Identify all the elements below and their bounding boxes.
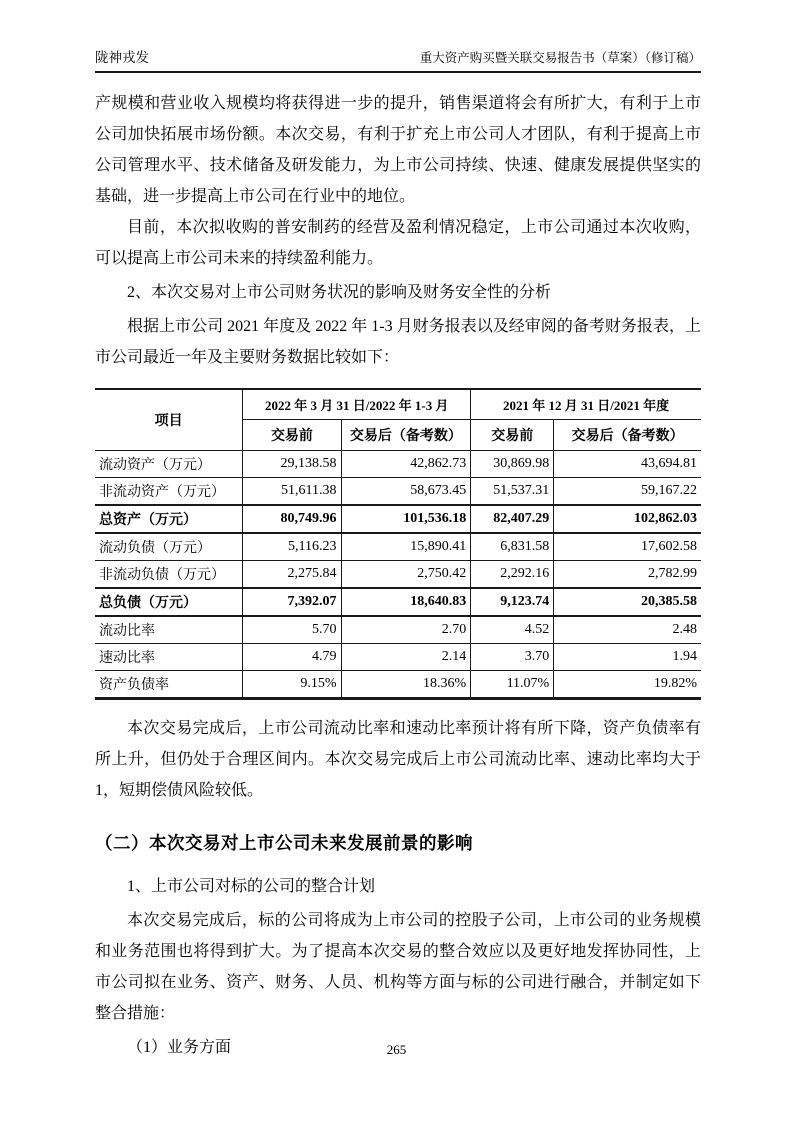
- paragraph-profitability: 目前，本次拟收购的普安制药的经营及盈利情况稳定，上市公司通过本次收购，可以提高上市公司未来的持续盈利能力。: [95, 219, 701, 267]
- table-row: [95, 533, 701, 561]
- row-label: 总负债（万元）: [95, 588, 243, 616]
- table-row: [95, 561, 701, 589]
- cell-value: 9.15%: [243, 671, 341, 699]
- table-row: [95, 451, 701, 478]
- row-label: 流动资产（万元）: [95, 451, 243, 478]
- cell-value: 5,116.23: [243, 533, 341, 561]
- cell-value: 9,123.74: [471, 588, 554, 616]
- column-header-pre-2021: 交易前: [471, 420, 554, 451]
- table-group-header-row: [95, 389, 701, 420]
- cell-value: 11.07%: [471, 671, 554, 699]
- cell-value: 7,392.07: [243, 588, 341, 616]
- cell-value: 51,611.38: [243, 478, 341, 506]
- cell-value: 1.94: [554, 644, 701, 671]
- cell-value: 2,782.99: [554, 561, 701, 589]
- cell-value: 43,694.81: [554, 451, 701, 478]
- cell-value: 5.70: [243, 616, 341, 644]
- cell-value: 15,890.41: [341, 533, 471, 561]
- financial-comparison-table: [95, 388, 701, 700]
- page-content: [95, 88, 701, 1066]
- cell-value: 2.48: [554, 616, 701, 644]
- cell-value: 6,831.58: [471, 533, 554, 561]
- cell-value: 102,862.03: [554, 505, 701, 533]
- row-label: 速动比率: [95, 644, 243, 671]
- column-header-pre-2022: 交易前: [243, 420, 341, 451]
- cell-value: 4.79: [243, 644, 341, 671]
- cell-value: 101,536.18: [341, 505, 471, 533]
- cell-value: 51,537.31: [471, 478, 554, 506]
- cell-value: 80,749.96: [243, 505, 341, 533]
- cell-value: 2,292.16: [471, 561, 554, 589]
- column-group-2022: 2022 年 3 月 31 日/2022 年 1-3 月: [243, 389, 471, 420]
- row-label: 总资产（万元）: [95, 505, 243, 533]
- table-row-total-assets: [95, 505, 701, 533]
- header-report-title: 重大资产购买暨关联交易报告书（草案）（修订稿）: [419, 51, 701, 65]
- table-row: [95, 616, 701, 644]
- cell-value: 19.82%: [554, 671, 701, 699]
- heading-integration-plan: 1、上市公司对标的公司的整合计划: [127, 878, 376, 895]
- row-label: 非流动负债（万元）: [95, 561, 243, 589]
- running-header: [95, 46, 701, 73]
- row-label: 流动负债（万元）: [95, 533, 243, 561]
- table-row-total-liabilities: [95, 588, 701, 616]
- row-label: 资产负债率: [95, 671, 243, 699]
- cell-value: 42,862.73: [341, 451, 471, 478]
- cell-value: 3.70: [471, 644, 554, 671]
- cell-value: 58,673.45: [341, 478, 471, 506]
- table-row: [95, 671, 701, 699]
- column-header-post-2022: 交易后（备考数）: [341, 420, 471, 451]
- paragraph-ratio-analysis: 本次交易完成后，上市公司流动比率和速动比率预计将有所下降，资产负债率有所上升，但仍处于合理区间内。本次交易完成后上市公司流动比率、速动比率均大于 1，短期偿债风险较低。: [95, 720, 701, 799]
- cell-value: 2.14: [341, 644, 471, 671]
- header-company-name: 陇神戎发: [95, 50, 149, 65]
- cell-value: 29,138.58: [243, 451, 341, 478]
- page-number: 265: [386, 1042, 407, 1057]
- cell-value: 17,602.58: [554, 533, 701, 561]
- table-row: [95, 644, 701, 671]
- cell-value: 30,869.98: [471, 451, 554, 478]
- table-row: [95, 478, 701, 506]
- cell-value: 2,750.42: [341, 561, 471, 589]
- heading-business-aspect: （1）业务方面: [127, 1039, 232, 1056]
- cell-value: 18,640.83: [341, 588, 471, 616]
- column-group-2021: 2021 年 12 月 31 日/2021 年度: [471, 389, 701, 420]
- cell-value: 2,275.84: [243, 561, 341, 589]
- paragraph-table-intro: 根据上市公司 2021 年度及 2022 年 1-3 月财务报表以及经审阅的备考财务报表，上市公司最近一年及主要财务数据比较如下：: [95, 318, 701, 366]
- cell-value: 18.36%: [341, 671, 471, 699]
- section-heading-future-prospects: （二）本次交易对上市公司未来发展前景的影响: [95, 833, 473, 853]
- cell-value: 82,407.29: [471, 505, 554, 533]
- column-header-item: 项目: [95, 389, 243, 451]
- cell-value: 59,167.22: [554, 478, 701, 506]
- cell-value: 2.70: [341, 616, 471, 644]
- row-label: 非流动资产（万元）: [95, 478, 243, 506]
- cell-value: 4.52: [471, 616, 554, 644]
- paragraph-integration: 本次交易完成后，标的公司将成为上市公司的控股子公司，上市公司的业务规模和业务范围也将得到扩大。为了提高本次交易的整合效应以及更好地发挥协同性，上市公司拟在业务、资产、财务、人员、机构等方面与标的公司进行融合，并制定如下整合措施：: [95, 912, 701, 1022]
- row-label: 流动比率: [95, 616, 243, 644]
- paragraph-business-scale: 产规模和营业收入规模均将获得进一步的提升，销售渠道将会有所扩大，有利于上市公司加快拓展市场份额。本次交易，有利于扩充上市公司人才团队，有利于提高上市公司管理水平、技术储备及研发能力，为上市公司持续、快速、健康发展提供坚实的基础，进一步提高上市公司在行业中的地位。: [95, 95, 701, 205]
- column-header-post-2021: 交易后（备考数）: [554, 420, 701, 451]
- cell-value: 20,385.58: [554, 588, 701, 616]
- heading-financial-impact: 2、本次交易对上市公司财务状况的影响及财务安全性的分析: [127, 284, 552, 301]
